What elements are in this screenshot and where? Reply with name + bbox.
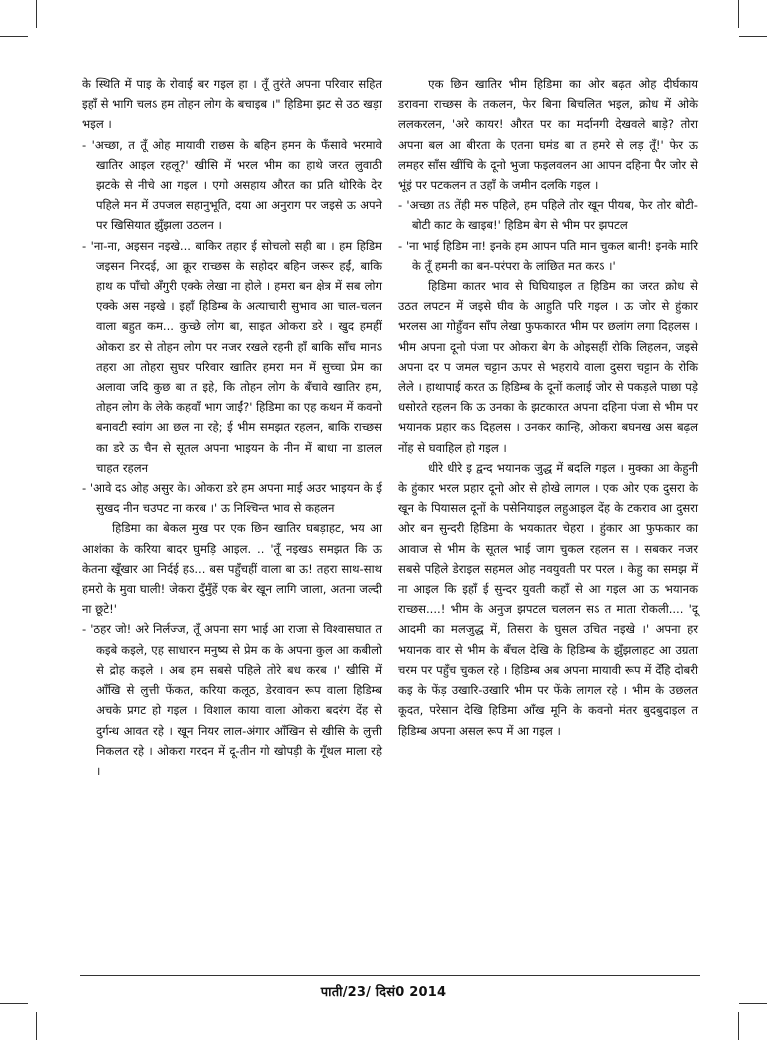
crop-mark	[0, 1003, 28, 1004]
crop-mark	[36, 0, 37, 28]
left-column	[82, 74, 382, 781]
crop-mark	[738, 1012, 739, 1040]
crop-mark	[739, 36, 767, 37]
crop-mark	[36, 1012, 37, 1040]
dialogue-item: - 'ना-ना, अइसन नइखे... बाकिर तहार ई सोचलो सही बा । हम हिडिम जइसन निरदई, आ क्रूर राच्छस के सहोदर बहिन जरूर हईं, बाकि हाथ क पाँचो अँगुरी एक्के लेखा ना होले । हमरा बन क्षेत्र में सब लोग एक्के अस नइखे । इहाँ हिडिम्ब के अत्याचारी सुभाव आ चाल-चलन वाला बहुत कम... कुच्छे लोग बा, साइत ओकरा डरे । खुद हमहीं ओकरा डर से तोहन लोग पर नजर रखले रहनी हाँ बाकि साँच मानऽ तहरा आ तोहरा सुघर परिवार खातिर हमरा मन में सुच्चा प्रेम का अलावा जदि कुछ बा त इहे, कि तोहन लोग के बँचावे खातिर हम, तोहन लोग के लेके कहवाँ भाग जाईं?' हिडिमा का एह कथन में कवनो बनावटी स्वांग आ छल ना रहे; ई भीम समझत रहलन, बाकि राच्छस का डरे ऊ चैन से सूतल अपना भाइयन के नीन में बाधा ना डालल चाहत रहलन	[82, 238, 382, 475]
paragraph: एक छिन खातिर भीम हिडिमा का ओर बढ़त ओह दीर्घकाय डरावना राच्छस के तकलन, फेर बिना बिचलित भइल, क्रोध में ओके ललकरलन, 'अरे कायर! औरत पर का मर्दानगी देखवले बाड़े? तोरा अपना बल आ बीरता के एतना घमंड बा त हमरे से लड़ तूँ!' फेर ऊ लमहर साँस खींचि के दूनो भुजा फइलवलन आ आपन दहिना पैर जोर से भूंइं पर पटकलन त उहाँ के जमीन दलकि गइल ।	[398, 77, 698, 193]
paragraph: के स्थिति में पाइ के रोवाई बर गइल हा । तूँ तुरंते अपना परिवार सहित इहाँ से भागि चलऽ हम तोहन लोग के बचाइब ।" हिडिमा झट से उठ खड़ा भइल ।	[82, 77, 382, 132]
dialogue-item: - 'अच्छा, त तूँ ओह मायावी राछस के बहिन हमन के फँसावे भरमावे खातिर आइल रहलू?' खीसि में भरल भीम का हाथे जरत लुवाठी झटके से नीचे आ गइल । एगो असहाय औरत का प्रति थोरिके देर पहिले मन में उपजल सहानुभूति, दया आ अनुराग पर जइसे ऊ अपने पर खिसियात झुँझला उठलन ।	[82, 137, 382, 233]
crop-mark	[738, 0, 739, 28]
paragraph: हिडिमा का बेकल मुख पर एक छिन खातिर घबड़ाहट, भय आ आशंका के करिया बादर घुमड़ि आइल. .. 'तूँ नइखऽ समझत कि ऊ केतना खूँखार आ निर्दई हऽ... बस पहुँचहीं वाला बा ऊ! तहरा साथ-साथ हमरो के मुवा घाली! जेकरा दुँमुँहें एक बेर खून लागि जाला, अतना जल्दी ना छूटे!'	[82, 521, 382, 617]
dialogue-item: - 'अच्छा तऽ तेंही मरु पहिले, हम पहिले तोर खून पीयब, फेर तोर बोटी-बोटी काट के खाइब!' हिडिम बेग से भीम पर झपटल	[398, 198, 698, 233]
paragraph: धीरे धीरे इ द्वन्द भयानक जुद्ध में बदलि गइल । मुक्का आ केहुनी के हुंकार भरल प्रहार दूनो ओर से होखे लागल । एक ओर एक दुसरा के खून के पियासल दूनों के पसेनियाइल लहुआइल देंह के टकराव आ दुसरा ओर बन सुन्दरी हिडिमा के भयकातर चेहरा । हुंकार आ फुफकार का आवाज से भीम के सूतल भाई जाग चुकल रहलन स । सबकर नजर सबसे पहिले डेराइल सहमल ओह नवयुवती पर परल । केहु का समझ में ना आइल कि इहाँ ई सुन्दर युवती कहाँ से आ गइल आ ऊ भयानक राच्छस....! भीम के अनुज झपटल चललन सऽ त माता रोकली.... 'दू आदमी का मलजुद्ध में, तिसरा के घुसल उचित नइखे ।' अपना हर भयानक वार से भीम के बँचल देखि के हिडिम्ब के झुँझलाहट आ उग्रता चरम पर पहुँच चुकल रहे । हिडिम्ब अब अपना मायावी रूप में देँहि दोबरी कइ के फेंड़ उखारि-उखारि भीम पर फेंके लागल रहे । भीम के उछलत कूदत, परेसान देखि हिडिमा आँख मूनि के कवनो मंतर बुदबुदाइल त हिडिम्ब अपना असल रूप में आ गइल ।	[398, 460, 698, 738]
right-column	[398, 74, 698, 741]
page-footer: पाती/23/ दिसं0 2014	[320, 985, 447, 1000]
footer-rule	[80, 975, 700, 976]
dialogue-item: - 'आवे दऽ ओह असुर के। ओकरा डरे हम अपना माई अउर भाइयन के ई सुखद नीन चउपट ना करब ।' ऊ निश्चिन्त भाव से कहलन	[82, 481, 382, 516]
dialogue-item: - 'ना भाई हिडिम ना! इनके हम आपन पति मान चुकल बानी! इनके मारि के तूँ हमनी का बन-परंपरा के लांछित मत करऽ ।'	[398, 238, 698, 273]
crop-mark	[0, 36, 28, 37]
paragraph: हिडिमा कातर भाव से घिघियाइल त हिडिम का जरत क्रोध से उठत लपटन में जइसे घीव के आहुति परि गइल । ऊ जोर से हुंकार भरलस आ गोहुँवन साँप लेखा फुफकारत भीम पर छलांग लगा दिहलस । भीम अपना दूनो पंजा पर ओकरा बेग के ओइसहीं रोकि लिहलन, जइसे अपना दर प जमल चट्टान ऊपर से भहराये वाला दुसरा चट्टान के रोकि लेले । हाथापाई करत ऊ हिडिम्ब के दूनों कलाई जोर से पकड़ले पाछा पड़े धसोरते रहलन कि ऊ उनका के झटकारत अपना दहिना पंजा से भीम पर भयानक प्रहार कऽ दिहलस । उनकर कान्हि, ओकरा बघनख अस बढ़ल नोंह से घवाहिल हो गइल ।	[398, 279, 698, 455]
dialogue-item: - 'ठहर जो! अरे निर्लज्ज, तूँ अपना सग भाई आ राजा से विश्वासघात त कइबे कइले, एह साधारन मनुष्य से प्रेम क के अपना कुल आ कबीलो से द्रोह कइले । अब हम सबसे पहिले तोरे बध करब ।' खीसि में आँखि से लुत्ती फेंकत, करिया कलूठ, डेरवावन रूप वाला हिडिम्ब अचके प्रगट हो गइल । विशाल काया वाला ओकरा बदरंग देंह से दुर्गन्ध आवत रहे । खून नियर लाल-अंगार आँखिन से खीसि के लुत्ती निकलत रहे । ओकरा गरदन में दू-तीन गो खोपड़ी के गूँथल माला रहे ।	[82, 622, 382, 778]
crop-mark	[739, 1003, 767, 1004]
